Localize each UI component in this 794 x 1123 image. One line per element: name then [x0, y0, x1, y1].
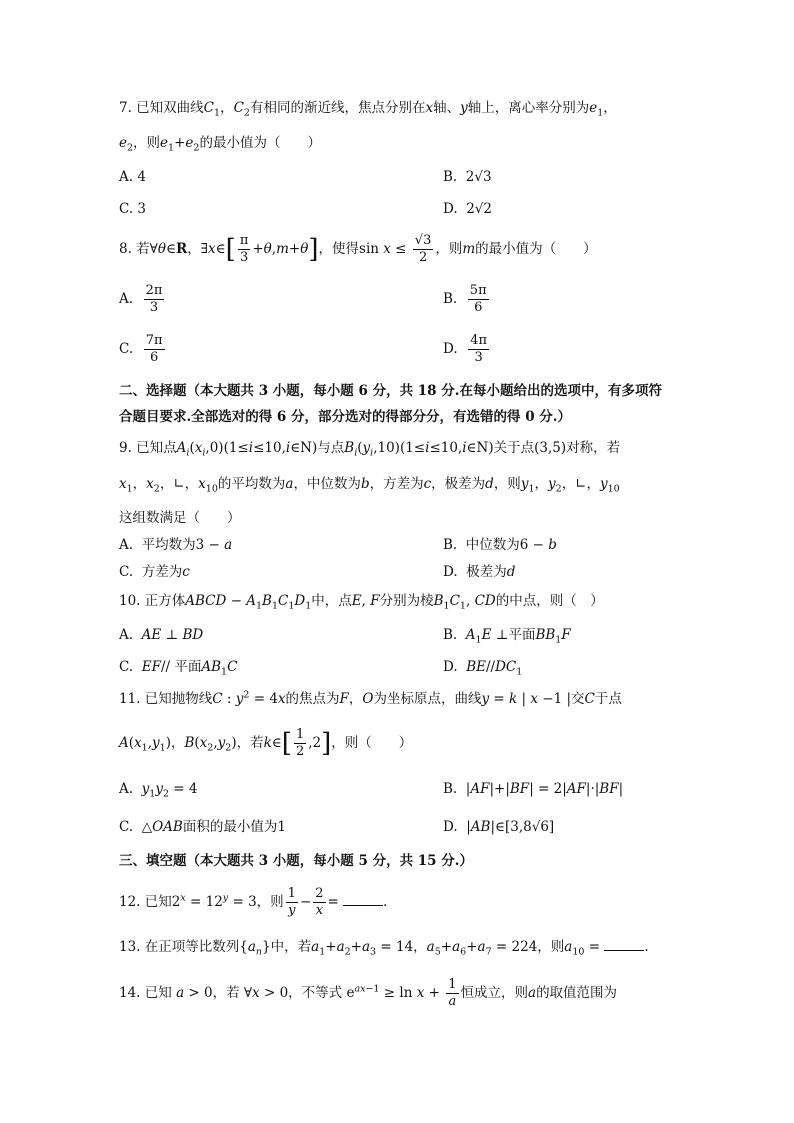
q9-line2: $x_1$，$x_2$，∟，$x_{10}$的平均数为a，中位数为b，方差为c，极差为d，则$y_1$，$y_2$，∟，$y_{10}$: [119, 476, 620, 495]
q9-line3: 这组数满足（ ）: [119, 510, 241, 526]
q7-line1: 7. 已知双曲线$C_1$，$C_2$有相同的渐近线，焦点分别在x轴、y轴上，离心率分别为$e_1$，: [119, 100, 617, 119]
q8-option-c: C. $\frac{7\pi}{6}$: [119, 333, 163, 365]
q8-option-d: D. $\frac{4\pi}{3}$: [443, 333, 488, 365]
q7-option-a: A. 4: [119, 169, 146, 185]
q9-option-d: D. 极差为d: [443, 564, 516, 580]
q8-option-a: A. $\frac{2\pi}{3}$: [119, 283, 163, 315]
q10-line1: 10. 正方体ABCD − $A_1B_1C_1D_1$中，点E, F分别为棱$B_1C_1$, CD的中点，则（ ）: [119, 593, 604, 612]
q9-option-b: B. 中位数为6 − b: [443, 537, 557, 553]
q9-option-c: C. 方差为c: [119, 564, 190, 580]
q11-option-a: A. $y_1y_2 = 4$: [119, 781, 198, 800]
q11-line2: $A(x_1,y_1)$，$B(x_2,y_2)$，若k∈[ $\frac{1}{2}$ ,2]，则（ ）: [119, 727, 413, 759]
q10-option-d: D. $BE//DC_1$: [443, 659, 523, 678]
q10-option-b: B. $A_1E$ ⊥平面$BB_1F$: [443, 627, 571, 646]
q7-option-b: B. 2√3: [443, 169, 492, 185]
q7-option-c: C. 3: [119, 201, 147, 217]
q9-line1: 9. 已知点$A_i(x_i,0)(1\le i\le 10,i\in N)$与点$B_i(y_i,10)(1\le i\le 10,i\in N)$关于点(3,5)对称，若: [119, 440, 621, 459]
q7-line2: $e_2$，则$e_1+e_2$的最小值为（ ）: [119, 135, 321, 154]
q11-option-d: D. |AB|∈[3,8√6]: [443, 819, 555, 835]
q11-option-b: B. |AF|+|BF| = 2|AF|·|BF|: [443, 781, 624, 797]
q10-option-c: C. EF// 平面$AB_1C$: [119, 659, 238, 678]
q10-option-a: A. AE ⊥ BD: [119, 627, 204, 643]
section2-heading-line1: 二、选择题（本大题共 3 小题，每小题 6 分，共 18 分.在每小题给出的选项中，有多项符: [119, 383, 662, 399]
q14-line1: 14. 已知 a > 0，若 ∀x > 0，不等式 $e^{ax-1} \ge \ln x$ + $\frac{1}{a}$ 恒成立，则a的取值范围为: [119, 977, 618, 1009]
q8-line1: 8. 若∀θ∈R，∃x∈[ $\frac{\pi}{3}$ +θ,m+θ]，使得sin x ≤ $\frac{√3}{2}$ ，则m的最小值为（ ）: [119, 233, 597, 265]
q11-line1: 11. 已知抛物线C : $y^2 = 4x$的焦点为F，O为坐标原点，曲线y = k | x −1 |交C于点: [119, 689, 622, 707]
q8-option-b: B. $\frac{5\pi}{6}$: [443, 283, 487, 315]
section2-heading-line2: 合题目要求.全部选对的得 6 分，部分选对的得部分分，有选错的得 0 分.）: [119, 409, 571, 425]
q13-line1: 13. 在正项等比数列$\{a_n\}$中，若$a_1+a_2+a_3 = 14$，$a_5+a_6+a_7 = 224$，则$a_{10}$ = .: [119, 939, 649, 958]
section3-heading: 三、填空题（本大题共 3 小题，每小题 5 分，共 15 分.）: [119, 853, 473, 869]
q12-line1: 12. 已知$2^x = 12^y = 3$，则 $\frac{1}{y}$ − $\frac{2}{x}$ = .: [119, 886, 388, 918]
q9-option-a: A. 平均数为3 − a: [119, 537, 233, 553]
q11-option-c: C. △OAB面积的最小值为1: [119, 819, 286, 835]
q7-option-d: D. 2√2: [443, 201, 492, 217]
